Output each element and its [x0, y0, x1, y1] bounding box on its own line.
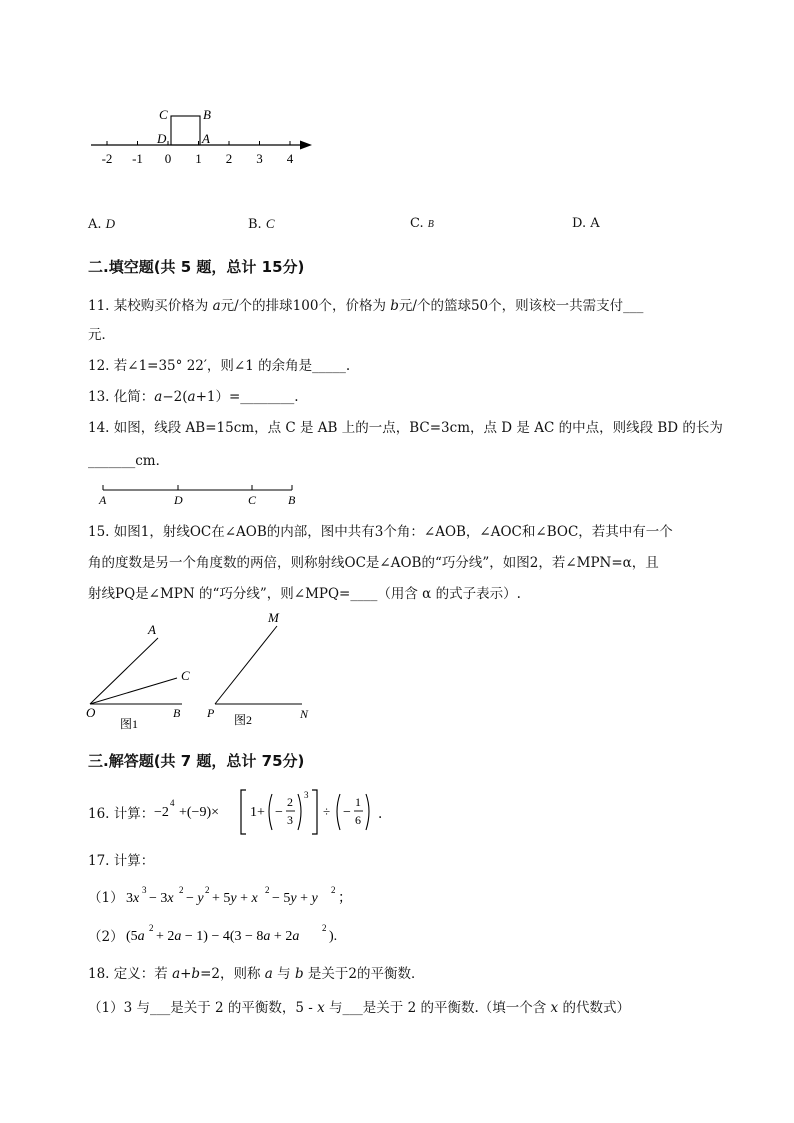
number-line-figure [88, 100, 328, 170]
segment-figure [88, 480, 308, 510]
angle-figures [82, 608, 322, 733]
number-line-arrow-icon [300, 141, 312, 150]
fig2-label-m: M [268, 610, 279, 625]
question-14-line2: _______cm． [88, 453, 170, 469]
question-17-part2-expression [126, 920, 346, 948]
svg-text:2: 2 [265, 885, 270, 895]
question-12: 12. 若∠1=35° 22′，则∠1 的余角是_____. [88, 358, 351, 374]
question-16-label: 16. 计算： [88, 806, 155, 822]
number-line-tick-label: -1 [132, 151, 143, 166]
svg-text:1: 1 [355, 795, 361, 809]
svg-text:2: 2 [179, 885, 184, 895]
svg-text:−2: −2 [154, 805, 169, 820]
question-13: 13. 化简：a−2(a+1）=________. [88, 389, 299, 405]
svg-text:3: 3 [304, 790, 309, 800]
point-label-b: B [288, 493, 296, 507]
svg-text:2: 2 [205, 885, 210, 895]
question-17-label: 17. 计算： [88, 853, 155, 869]
number-line-tick-label: 1 [195, 151, 202, 166]
question-17-part2-label: （2） [88, 929, 124, 945]
option-a[interactable]: A. D [88, 216, 116, 232]
question-15-line2: 角的度数是另一个角度数的两倍，则称射线OC是∠AOB的“巧分线”，如图2，若∠MPN=α，且 [88, 555, 659, 571]
svg-text:1+: 1+ [250, 805, 265, 820]
ray-pm [215, 626, 277, 704]
svg-text:+ 5y + x: + 5y + x [212, 891, 258, 906]
svg-text:；: ； [338, 891, 352, 906]
question-11-line1: 11. 某校购买价格为 a元/个的排球100个，价格为 b元/个的篮球50个，则该校一共需支付___ [88, 298, 644, 314]
svg-text:2: 2 [331, 885, 336, 895]
svg-text:3: 3 [287, 813, 293, 827]
svg-text:3: 3 [142, 885, 147, 895]
square-label-d: D [157, 131, 167, 146]
section-heading-solve: 三.解答题(共 7 题，总计 75分) [88, 752, 305, 770]
svg-text:2: 2 [149, 923, 154, 933]
svg-text:−: − [275, 805, 283, 820]
point-label-c: C [248, 493, 257, 507]
number-line-tick-label: 2 [225, 151, 233, 166]
section-heading-fill-blank: 二.填空题(共 5 题，总计 15分) [88, 258, 305, 276]
fig2-caption: 图2 [234, 713, 253, 727]
number-line-tick-label: 4 [286, 151, 294, 166]
svg-text:2: 2 [287, 795, 293, 809]
point-label-a: A [99, 493, 107, 507]
fig2-label-p: P [207, 706, 215, 720]
fig2-label-n: N [300, 707, 309, 721]
svg-text:− y: − y [186, 891, 204, 906]
option-d[interactable]: D. A [572, 216, 600, 231]
option-b[interactable]: B. C [248, 216, 275, 232]
svg-text:−: − [343, 805, 351, 820]
square-label-b: B [203, 107, 211, 122]
question-14-line1: 14. 如图，线段 AB=15cm，点 C 是 AB 上的一点，BC=3cm，点 D 是 AC 的中点，则线段 BD 的长为 [88, 420, 723, 436]
svg-text:÷: ÷ [323, 804, 331, 819]
svg-text:2: 2 [322, 923, 327, 933]
svg-text:3x: 3x [126, 891, 140, 906]
svg-text:+ 2a − 1) − 4(3 − 8a + 2a: + 2a − 1) − 4(3 − 8a + 2a [156, 929, 300, 944]
question-16-end: . [378, 806, 383, 822]
number-line-tick-label: -2 [101, 151, 113, 166]
svg-text:+(−9)×: +(−9)× [179, 805, 220, 820]
svg-text:(5a: (5a [126, 929, 145, 944]
question-18-line2: （1）3 与___是关于 2 的平衡数，5 - x 与___是关于 2 的平衡数.（填一个含 x 的代数式） [88, 1000, 630, 1016]
question-18-line1: 18. 定义：若 a+b=2，则称 a 与 b 是关于2的平衡数． [88, 966, 425, 982]
fig1-label-c: C [181, 668, 190, 683]
square-label-a: A [202, 131, 210, 146]
question-17-part1-expression [126, 882, 356, 910]
svg-text:6: 6 [355, 813, 361, 827]
unit-square [171, 116, 200, 145]
question-17-part1-label: （1） [88, 890, 124, 906]
fig1-label-a: A [148, 622, 156, 637]
point-label-d: D [174, 493, 183, 507]
question-16-expression [154, 786, 394, 838]
number-line-tick-label: 3 [256, 151, 263, 166]
fig1-label-o: O [86, 705, 96, 720]
svg-text:− 5y + y: − 5y + y [272, 891, 318, 906]
question-11-line2: 元． [88, 327, 115, 343]
svg-text:4: 4 [170, 798, 175, 808]
svg-text:− 3x: − 3x [149, 891, 174, 906]
option-c[interactable]: C. B [410, 216, 434, 231]
svg-text:).: ). [329, 929, 338, 944]
fig1-label-b: B [173, 706, 181, 720]
question-15-line1: 15. 如图1，射线OC在∠AOB的内部，图中共有3个角：∠AOB，∠AOC和∠BOC，若其中有一个 [88, 524, 673, 540]
question-15-line3: 射线PQ是∠MPN 的“巧分线”，则∠MPQ=____（用含 α 的式子表示）. [88, 586, 521, 602]
number-line-tick-label: 0 [164, 151, 172, 166]
square-label-c: C [159, 107, 168, 122]
fig1-caption: 图1 [120, 717, 139, 731]
